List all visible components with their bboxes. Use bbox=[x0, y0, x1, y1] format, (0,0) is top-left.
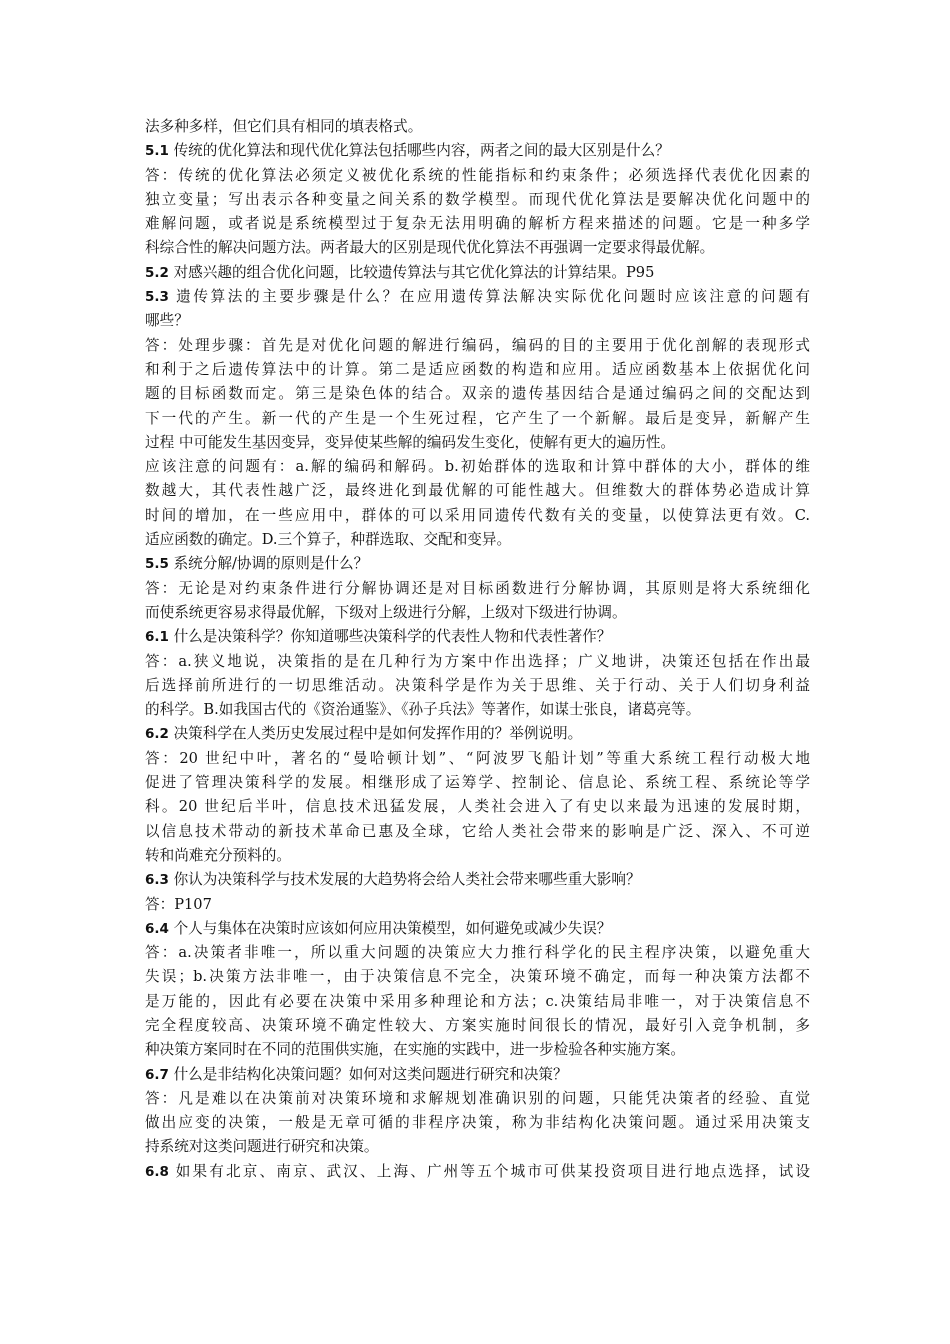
question-line bbox=[145, 139, 810, 163]
answer-line bbox=[145, 1135, 810, 1159]
document-page bbox=[145, 115, 810, 1184]
answer-line bbox=[145, 990, 810, 1014]
text: 答：凡是难以在决策前对决策环境和求解规划准确识别的问题，只能凭决策者的经验、直觉 bbox=[145, 1089, 810, 1107]
text: 科综合性的解决问题方法。两者最大的区别是现代优化算法不再强调一定要求得最优解。 bbox=[145, 239, 715, 257]
question-number: 5.3 bbox=[145, 289, 169, 306]
question-line bbox=[145, 868, 810, 892]
text: 个人与集体在决策时应该如何应用决策模型，如何避免或减少失误？ bbox=[173, 919, 612, 937]
question-number: 5.5 bbox=[145, 556, 169, 573]
text: 促进了管理决策科学的发展。相继形成了运筹学、控制论、信息论、系统工程、系统论等学 bbox=[145, 774, 810, 792]
text: 种决策方案同时在不同的范围供实施，在实施的实践中，进一步检验各种实施方案。 bbox=[145, 1041, 685, 1059]
answer-line bbox=[145, 431, 810, 455]
text: 什么是决策科学？你知道哪些决策科学的代表性人物和代表性著作？ bbox=[173, 628, 612, 646]
text: 对感兴趣的组合优化问题，比较遗传算法与其它优化算法的计算结果。P95 bbox=[173, 263, 655, 281]
text: 答：a.狭义地说，决策指的是在几种行为方案中作出选择；广义地讲，决策还包括在作出最 bbox=[145, 652, 810, 670]
text: 难解问题，或者说是系统模型过于复杂无法用明确的解析方程来描述的问题。它是一种多学 bbox=[145, 215, 810, 233]
answer-line bbox=[145, 965, 810, 989]
question-number: 6.7 bbox=[145, 1066, 169, 1083]
text: 下一代的产生。新一代的产生是一个生死过程，它产生了一个新解。最后是变异，新解产生 bbox=[145, 409, 810, 427]
text: 答：处理步骤：首先是对优化问题的解进行编码，编码的目的主要用于优化剖解的表现形式 bbox=[145, 336, 810, 354]
text: 决策科学在人类历史发展过程中是如何发挥作用的？举例说明。 bbox=[173, 725, 583, 743]
answer-line bbox=[145, 577, 810, 601]
answer-line bbox=[145, 528, 810, 552]
text: 独立变量；写出表示各种变量之间关系的数学模型。而现代优化算法是要解决优化问题中的 bbox=[145, 190, 810, 208]
answer-line bbox=[145, 334, 810, 358]
answer-line bbox=[145, 236, 810, 260]
text: 应该注意的问题有：a.解的编码和解码。b.初始群体的选取和计算中群体的大小，群体的维 bbox=[145, 458, 810, 476]
text: 如果有北京、南京、武汉、上海、广州等五个城市可供某投资项目进行地点选择，试设 bbox=[175, 1162, 810, 1180]
text: 转和尚难充分预料的。 bbox=[145, 846, 291, 864]
answer-line bbox=[145, 212, 810, 236]
text: 题的目标函数而定。第三是染色体的结合。双亲的遗传基因结合是通过编码之间的交配达到 bbox=[145, 385, 810, 403]
text: 系统分解/协调的原则是什么？ bbox=[173, 555, 369, 573]
text: 以信息技术带动的新技术革命已惠及全球，它给人类社会带来的影响是广泛、深入、不可逆 bbox=[145, 822, 810, 840]
question-number: 6.4 bbox=[145, 920, 169, 937]
text: 而使系统更容易求得最优解，下级对上级进行分解，上级对下级进行协调。 bbox=[145, 603, 627, 621]
text: 做出应变的决策，一般是无章可循的非程序决策，称为非结构化决策问题。通过采用决策支 bbox=[145, 1114, 810, 1132]
answer-line bbox=[145, 1014, 810, 1038]
text: 后选择前所进行的一切思维活动。决策科学是作为关于思维、关于行动、关于人们切身利益 bbox=[145, 676, 810, 694]
answer-line bbox=[145, 674, 810, 698]
text: 遗传算法的主要步骤是什么？在应用遗传算法解决实际优化问题时应该注意的问题有 bbox=[176, 288, 810, 306]
answer-line bbox=[145, 844, 810, 868]
answer-line bbox=[145, 1087, 810, 1111]
answer-line bbox=[145, 455, 810, 479]
text: 什么是非结构化决策问题？如何对这类问题进行研究和决策？ bbox=[173, 1065, 568, 1083]
question-number: 5.2 bbox=[145, 264, 169, 281]
question-line bbox=[145, 309, 810, 333]
question-number: 6.2 bbox=[145, 726, 169, 743]
question-line bbox=[145, 261, 810, 285]
answer-line bbox=[145, 479, 810, 503]
question-line bbox=[145, 1160, 810, 1184]
text: 你认为决策科学与技术发展的大趋势将会给人类社会带来哪些重大影响？ bbox=[173, 871, 641, 889]
text: 失误；b.决策方法非唯一，由于决策信息不完全，决策环境不确定，而每一种决策方法都不 bbox=[145, 968, 810, 986]
text: 过程 中可能发生基因变异，变异使某些解的编码发生变化，使解有更大的遍历性。 bbox=[145, 433, 676, 451]
answer-line bbox=[145, 941, 810, 965]
question-number: 6.3 bbox=[145, 872, 169, 889]
text: 传统的优化算法和现代优化算法包括哪些内容，两者之间的最大区别是什么？ bbox=[173, 142, 670, 160]
text: 法多种多样，但它们具有相同的填表格式。 bbox=[145, 118, 423, 135]
answer-line bbox=[145, 164, 810, 188]
text: 持系统对这类问题进行研究和决策。 bbox=[145, 1138, 379, 1156]
answer-line bbox=[145, 601, 810, 625]
question-number: 6.8 bbox=[145, 1163, 169, 1180]
text: 答：P107 bbox=[145, 895, 212, 913]
text: 的科学。B.如我国古代的《资治通鉴》、《孙子兵法》等著作，如谋士张良，诸葛亮等。 bbox=[145, 701, 701, 719]
answer-line bbox=[145, 407, 810, 431]
text: 适应函数的确定。D.三个算子，种群选取、交配和变异。 bbox=[145, 531, 512, 549]
question-line bbox=[145, 1063, 810, 1087]
text: 是万能的，因此有必要在决策中采用多种理论和方法；c.决策结局非唯一，对于决策信息不 bbox=[145, 992, 810, 1010]
question-line bbox=[145, 285, 810, 309]
answer-line bbox=[145, 820, 810, 844]
text: 时间的增加，在一些应用中，群体的可以采用同遗传代数有关的变量，以使算法更有效。C. bbox=[145, 506, 810, 524]
text: 数越大，其代表性越广泛，最终进化到最优解的可能性越大。但维数大的群体势必造成计算 bbox=[145, 482, 810, 500]
question-number: 6.1 bbox=[145, 629, 169, 646]
text: 答：a.决策者非唯一，所以重大问题的决策应大力推行科学化的民主程序决策，以避免重大 bbox=[145, 944, 810, 962]
question-number: 5.1 bbox=[145, 143, 169, 160]
text: 和利于之后遗传算法中的计算。第二是适应函数的构造和应用。适应函数基本上依据优化问 bbox=[145, 360, 810, 378]
answer-line bbox=[145, 115, 810, 139]
text: 答：无论是对约束条件进行分解协调还是对目标函数进行分解协调，其原则是将大系统细化 bbox=[145, 579, 810, 597]
answer-line bbox=[145, 504, 810, 528]
question-line bbox=[145, 552, 810, 576]
answer-line bbox=[145, 698, 810, 722]
answer-line bbox=[145, 382, 810, 406]
question-line bbox=[145, 625, 810, 649]
answer-line bbox=[145, 795, 810, 819]
text: 完全程度较高、决策环境不确定性较大、方案实施时间很长的情况，最好引入竞争机制，多 bbox=[145, 1016, 810, 1034]
answer-line bbox=[145, 1038, 810, 1062]
question-line bbox=[145, 917, 810, 941]
answer-line bbox=[145, 650, 810, 674]
answer-line bbox=[145, 893, 810, 917]
answer-line bbox=[145, 188, 810, 212]
text: 科。20 世纪后半叶，信息技术迅猛发展，人类社会进入了有史以来最为迅速的发展时期， bbox=[145, 798, 810, 816]
text: 哪些？ bbox=[145, 312, 189, 330]
answer-line bbox=[145, 1111, 810, 1135]
text: 答：传统的优化算法必须定义被优化系统的性能指标和约束条件；必须选择代表优化因素的 bbox=[145, 166, 810, 184]
answer-line bbox=[145, 747, 810, 771]
answer-line bbox=[145, 771, 810, 795]
answer-line bbox=[145, 358, 810, 382]
text: 答：20 世纪中叶，著名的“曼哈顿计划”、“阿波罗飞船计划”等重大系统工程行动极大地 bbox=[145, 749, 810, 767]
question-line bbox=[145, 722, 810, 746]
